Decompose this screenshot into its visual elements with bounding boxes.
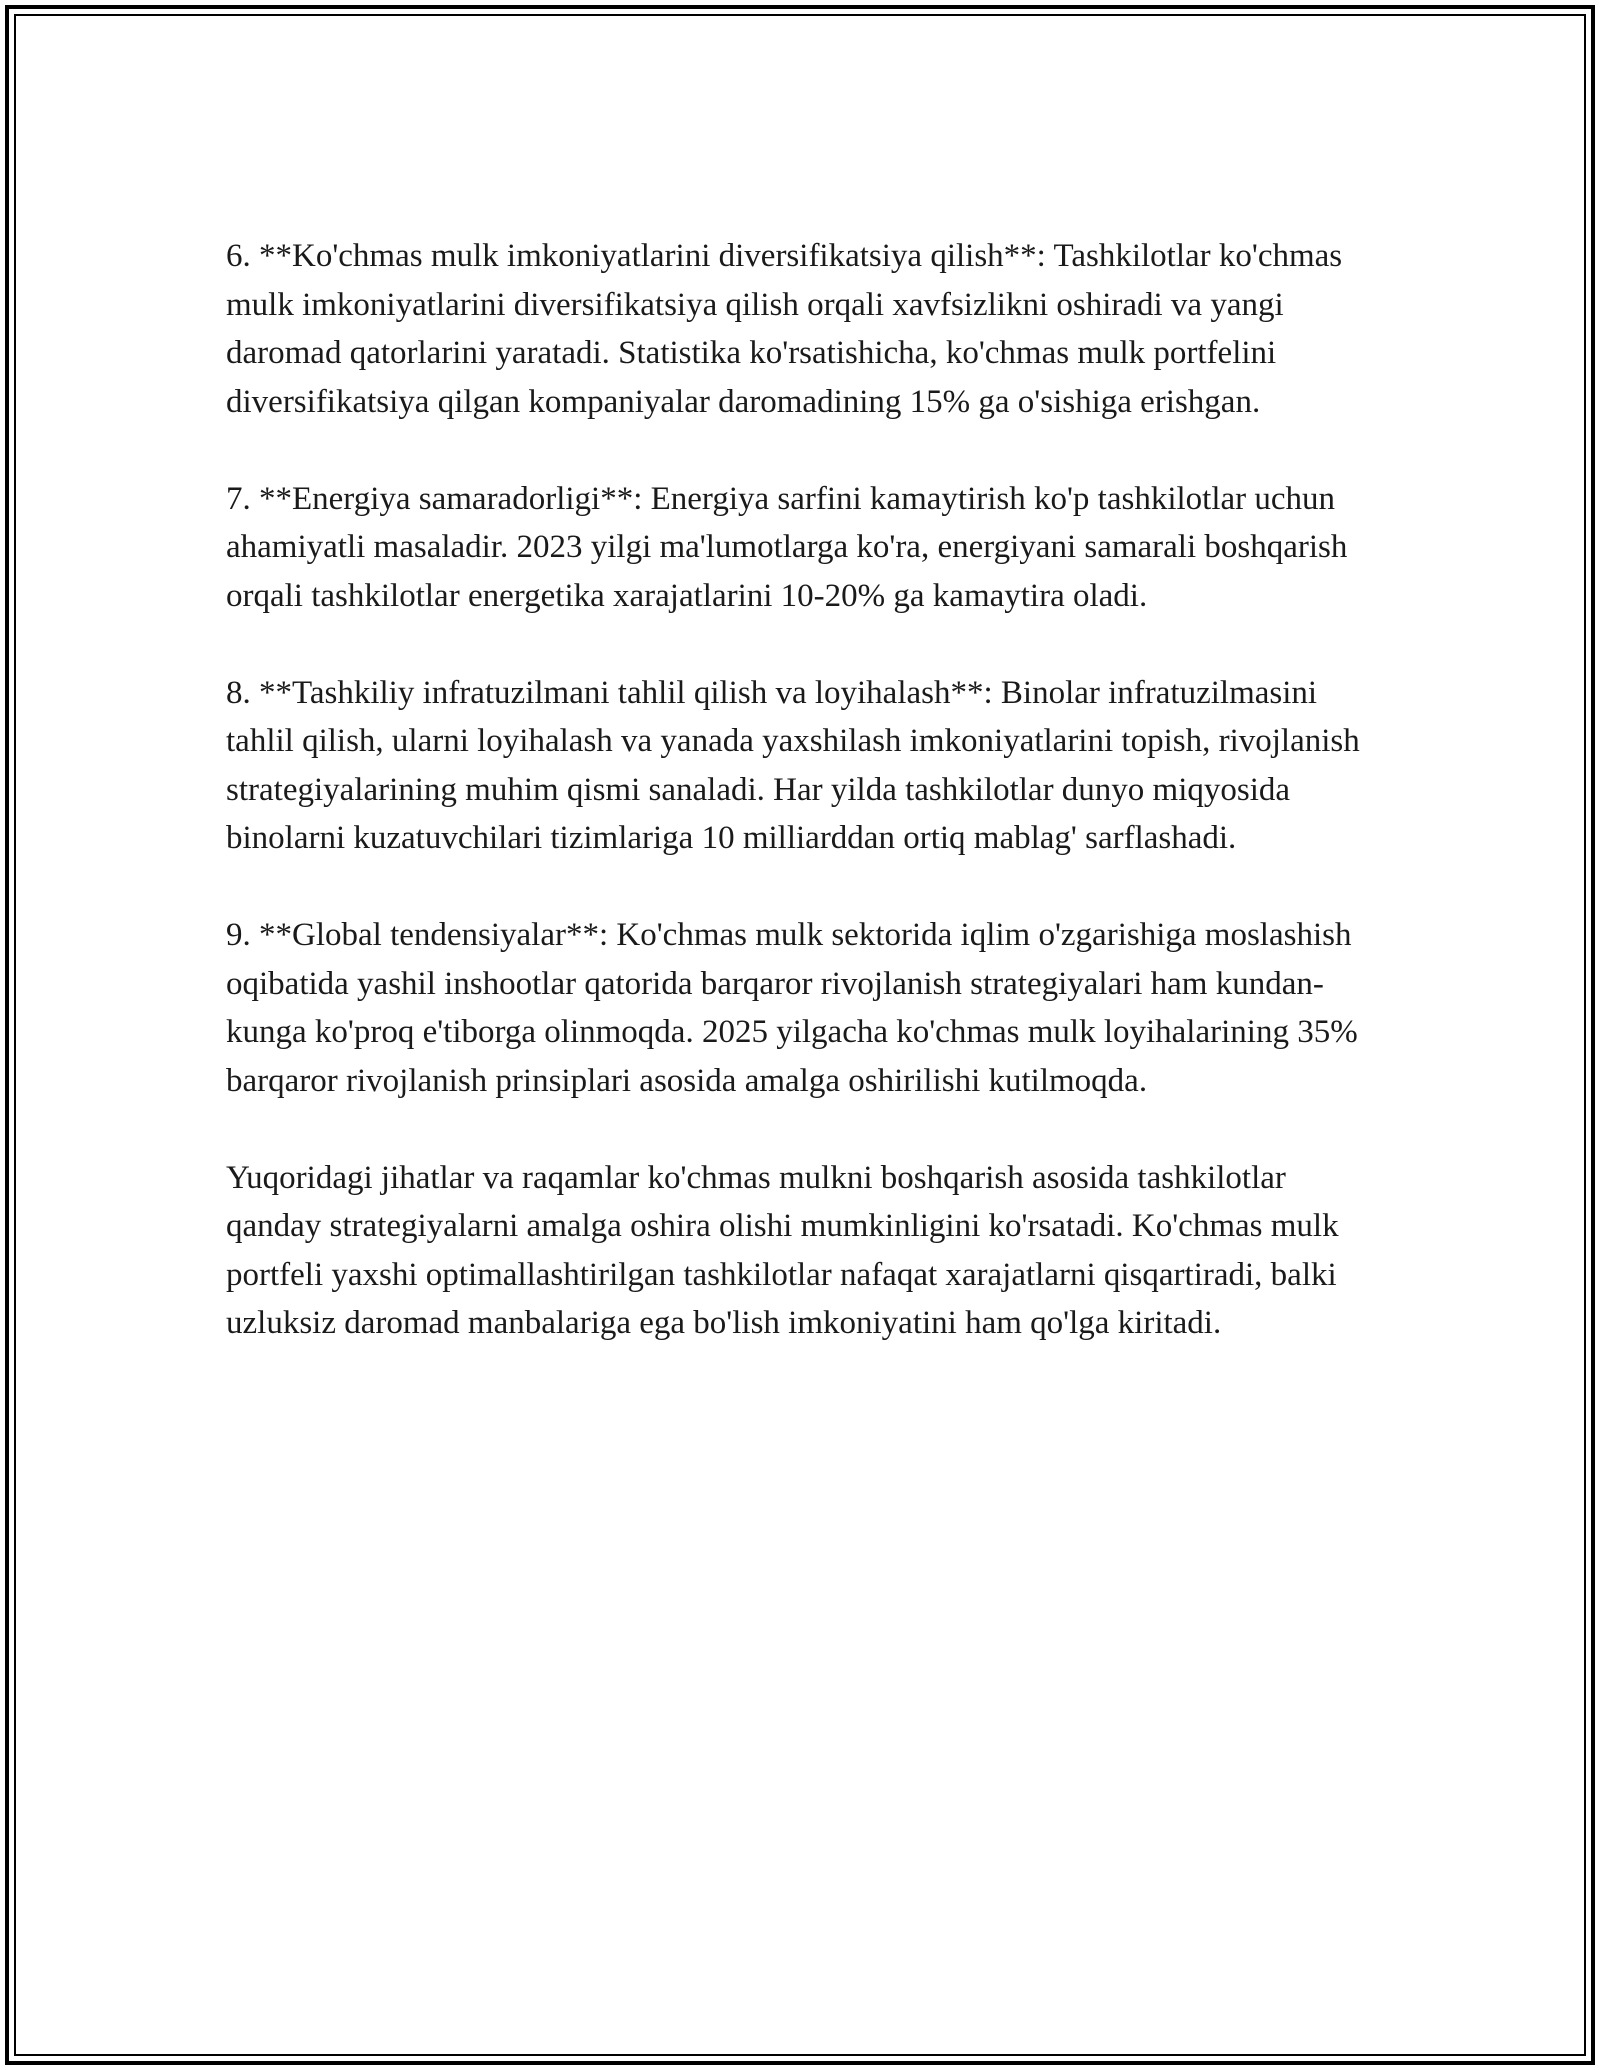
paragraph-conclusion: Yuqoridagi jihatlar va raqamlar ko'chmas mulkni boshqarish asosida tashkilotlar qanday strategiyalarni amalga oshira olishi mumkinligini ko'rsatadi. Ko'chmas mulk portfeli yaxshi optimallashtirilgan tashkilotlar nafaqat xarajatlarni qisqartiradi, balki uzluksiz daromad manbalariga ega bo'lish imkoniyatini ham qo'lga kiritadi. (226, 1159, 1339, 1341)
paragraph-energy-efficiency: 7. **Energiya samaradorligi**: Energiya sarfini kamaytirish ko'p tashkilotlar uchun ahamiyatli masaladir. 2023 yilgi ma'lumotlarga ko'ra, energiyani samarali boshqarish orqali tashkilotlar energetika xarajatlarini 10-20% ga kamaytira oladi. (226, 480, 1348, 614)
document-body (226, 232, 1376, 1348)
paragraph-global-trends: 9. **Global tendensiyalar**: Ko'chmas mulk sektorida iqlim o'zgarishiga moslashish oqibatida yashil inshootlar qatorida barqaror rivojlanish strategiyalari ham kundan-kunga ko'proq e'tiborga olinmoqda. 2025 yilgacha ko'chmas mulk loyihalarining 35% barqaror rivojlanish prinsiplari asosida amalga oshirilishi kutilmoqda. (226, 917, 1358, 1099)
paragraph-diversification: 6. **Ko'chmas mulk imkoniyatlarini diversifikatsiya qilish**: Tashkilotlar ko'chmas mulk imkoniyatlarini diversifikatsiya qilish orqali xavfsizlikni oshiradi va yangi daromad qatorlarini yaratadi. Statistika ko'rsatishicha, ko'chmas mulk portfelini diversifikatsiya qilgan kompaniyalar daromadining 15% ga o'sishiga erishgan. (226, 238, 1343, 420)
paragraph-infrastructure: 8. **Tashkiliy infratuzilmani tahlil qilish va loyihalash**: Binolar infratuzilmasini tahlil qilish, ularni loyihalash va yanada yaxshilash imkoniyatlarini topish, rivojlanish strategiyalarining muhim qismi sanaladi. Har yilda tashkilotlar dunyo miqyosida binolarni kuzatuvchilari tizimlariga 10 milliarddan ortiq mablag' sarflashadi. (226, 674, 1360, 856)
